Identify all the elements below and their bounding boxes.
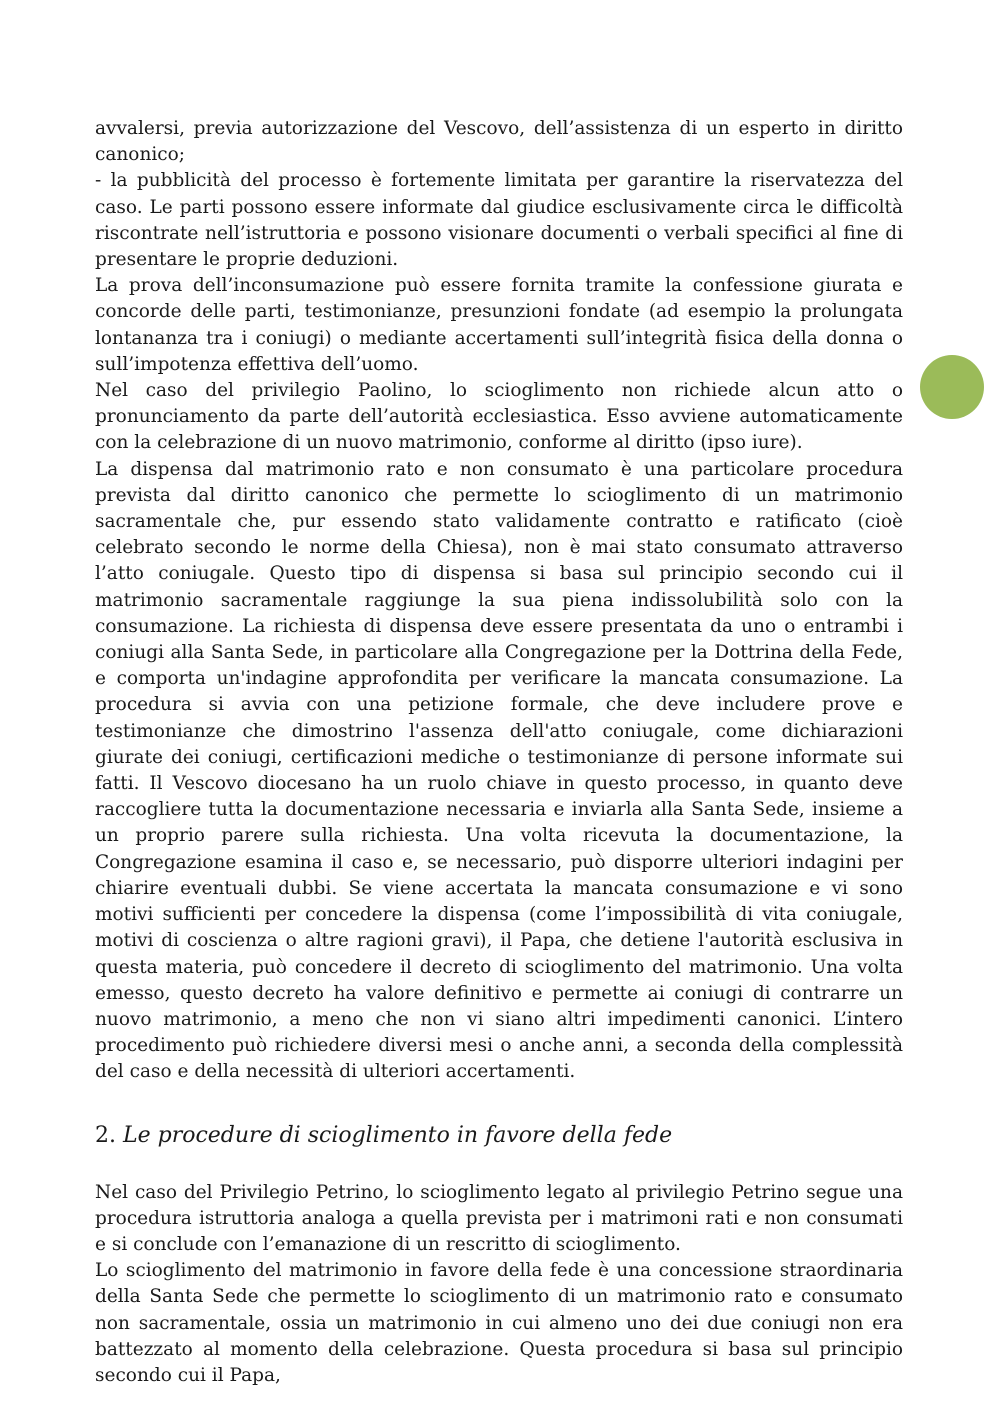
section-heading [95, 1122, 903, 1150]
paragraph-favor-of-faith: Lo scioglimento del matrimonio in favore della fede è una concessione straordinaria della Santa Sede che permette lo scioglimento di un matrimonio rato e consumato non sacramentale, ossia un matrimonio in cui almeno uno dei due coniugi non era battezzato al momento della celebrazione. Questa procedura si basa sul principio secondo cui il Papa, [95, 1260, 903, 1386]
paragraph-pauline-privilege: Nel caso del privilegio Paolino, lo scioglimento non richiede alcun atto o pronunciamento da parte dell’autorità ecclesiastica. Esso avviene automaticamente con la celebrazione di un nuovo matrimonio, conforme al diritto (ipso iure). [95, 380, 903, 454]
paragraph-continuation: avvalersi, previa autorizzazione del Vescovo, dell’assistenza di un esperto in diritto canonico; [95, 118, 903, 166]
paragraph-dispensation: La dispensa dal matrimonio rato e non consumato è una particolare procedura prevista dal diritto canonico che permette lo scioglimento di un matrimonio sacramentale che, pur essendo stato validamente contratto e ratificato (cioè celebrato secondo le norme della Chiesa), non è mai stato consumato attraverso l’atto coniugale. Questo tipo di dispensa si basa sul principio secondo cui il matrimonio sacramentale raggiunge la sua piena indissolubilità solo con la consumazione. La richiesta di dispensa deve essere presentata da uno o entrambi i coniugi alla Santa Sede, in particolare alla Congregazione per la Dottrina della Fede, e comporta un'indagine approfondita per verificare la mancata consumazione. La procedura si avvia con una petizione formale, che deve includere prove e testimonianze che dimostrino l'assenza dell'atto coniugale, come dichiarazioni giurate dei coniugi, certificazioni mediche o testimonianze di persone informate sui fatti. Il Vescovo diocesano ha un ruolo chiave in questo processo, in quanto deve raccogliere tutta la documentazione necessaria e inviarla alla Santa Sede, insieme a un proprio parere sulla richiesta. Una volta ricevuta la documentazione, la Congregazione esamina il caso e, se necessario, può disporre ulteriori indagini per chiarire eventuali dubbi. Se viene accertata la mancata consumazione e vi sono motivi sufficienti per concedere la dispensa (come l’impossibilità di vita coniugale, motivi di coscienza o altre ragioni gravi), il Papa, che detiene l'autorità esclusiva in questa materia, può concedere il decreto di scioglimento del matrimonio. Una volta emesso, questo decreto ha valore definitivo e permette ai coniugi di contrarre un nuovo matrimonio, a meno che non vi siano altri impedimenti canonici. L’intero procedimento può richiedere diversi mesi o anche anni, a seconda della complessità del caso e della necessità di ulteriori accertamenti. [95, 458, 903, 1083]
section-number: 2. [95, 1122, 116, 1148]
document-page [95, 116, 903, 1389]
paragraph-proof: La prova dell’inconsumazione può essere fornita tramite la confessione giurata e concorde delle parti, testimonianze, presunzioni fondate (ad esempio la prolungata lontananza tra i coniugi) o mediante accertamenti sull’integrità fisica della donna o sull’impotenza effettiva dell’uomo. [95, 275, 903, 375]
paragraph-publicity: - la pubblicità del processo è fortemente limitata per garantire la riservatezza del caso. Le parti possono essere informate dal giudice esclusivamente circa le difficoltà riscontrate nell’istruttoria e possono visionare documenti o verbali specifici al fine di presentare le proprie deduzioni. [95, 170, 903, 271]
paragraph-petrine-privilege: Nel caso del Privilegio Petrino, lo scioglimento legato al privilegio Petrino segue una procedura istruttoria analoga a quella prevista per i matrimoni rati e non consumati e si conclude con l’emanazione di un rescritto di scioglimento. [95, 1181, 903, 1255]
section-title: Le procedure di scioglimento in favore della fede [123, 1122, 673, 1148]
green-circle-marker [920, 355, 984, 419]
